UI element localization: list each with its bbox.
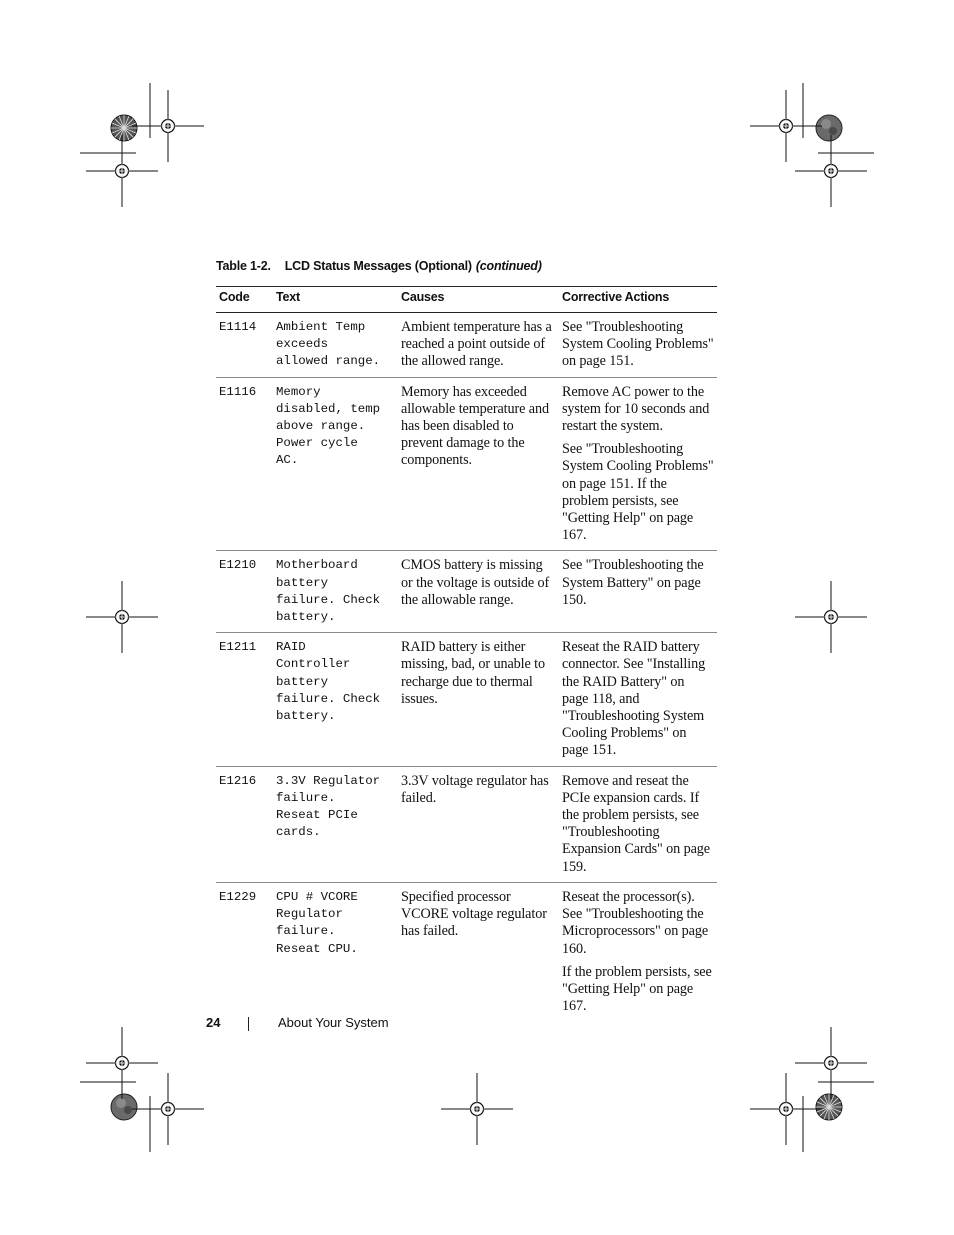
cause-cell: Ambient temperature has a reached a point outside of the allowed range. bbox=[398, 313, 559, 378]
message-text-cell: Ambient Temp exceeds allowed range. bbox=[273, 313, 398, 378]
code-cell: E1229 bbox=[219, 889, 257, 904]
table-row bbox=[216, 313, 717, 378]
message-text-cell: Memory disabled, temp above range. Power cycle AC. bbox=[273, 377, 398, 551]
footer-divider bbox=[248, 1017, 249, 1031]
page-number: 24 bbox=[206, 1015, 221, 1030]
code-cell: E1211 bbox=[216, 633, 273, 766]
action-cell bbox=[559, 551, 717, 633]
action-paragraph: Remove and reseat the PCIe expansion cards. If the problem persists, see "Troubleshooting Expansion Cards" on page 159. bbox=[562, 772, 710, 875]
header-causes: Causes bbox=[398, 287, 559, 313]
continued-label: (continued) bbox=[475, 259, 542, 273]
table-title: LCD Status Messages (Optional) bbox=[284, 259, 472, 273]
cause-cell: 3.3V voltage regulator has failed. bbox=[398, 766, 559, 882]
action-cell bbox=[559, 377, 717, 551]
action-paragraph: See "Troubleshooting System Cooling Problems" on page 151. bbox=[562, 319, 714, 370]
message-text-cell: CPU # VCORE Regulator failure. Reseat CPU. bbox=[276, 889, 358, 956]
code-cell: E1216 bbox=[216, 766, 273, 882]
table-row bbox=[216, 377, 717, 551]
action-cell bbox=[559, 633, 717, 766]
header-code: Code bbox=[216, 287, 273, 313]
action-paragraph: If the problem persists, see "Getting Help" on page 167. bbox=[562, 963, 712, 1015]
action-paragraph: Reseat the RAID battery connector. See "Installing the RAID Battery" on page 118, and "Troubleshooting System Cooling Problems" on page 151. bbox=[562, 639, 706, 759]
action-paragraph: See "Troubleshooting the System Battery" on page 150. bbox=[562, 557, 704, 608]
cause-cell: Memory has exceeded allowable temperature and has been disabled to prevent damage to the components. bbox=[398, 377, 559, 551]
cause-cell: RAID battery is either missing, bad, or unable to recharge due to thermal issues. bbox=[398, 633, 559, 766]
footer-section-title: About Your System bbox=[278, 1015, 389, 1030]
action-cell bbox=[559, 882, 717, 1021]
lcd-status-table bbox=[216, 286, 717, 1021]
action-paragraph: Remove AC power to the system for 10 seconds and restart the system. bbox=[562, 383, 710, 435]
table-row bbox=[216, 633, 717, 766]
code-cell: E1116 bbox=[216, 377, 273, 551]
table-row bbox=[216, 882, 717, 1021]
action-cell bbox=[559, 766, 717, 882]
action-cell bbox=[559, 313, 717, 378]
table-row bbox=[216, 551, 717, 633]
cause-cell: CMOS battery is missing or the voltage is outside of the allowable range. bbox=[398, 551, 559, 633]
code-cell: E1114 bbox=[216, 313, 273, 378]
table-caption bbox=[216, 259, 542, 273]
table-header-row bbox=[216, 287, 717, 313]
message-text-cell: Motherboard battery failure. Check battery. bbox=[273, 551, 398, 633]
action-paragraph: See "Troubleshooting System Cooling Problems" on page 151. If the problem persists, see "Getting Help" on page 167. bbox=[562, 441, 714, 544]
action-paragraph: Reseat the processor(s). See "Troubleshooting the Microprocessors" on page 160. bbox=[562, 888, 709, 957]
header-corrective-actions: Corrective Actions bbox=[559, 287, 717, 313]
table-row bbox=[216, 766, 717, 882]
header-text: Text bbox=[273, 287, 398, 313]
cause-cell: Specified processor VCORE voltage regulator has failed. bbox=[401, 888, 547, 940]
message-text-cell: RAID Controller battery failure. Check battery. bbox=[273, 633, 398, 766]
code-cell: E1210 bbox=[216, 551, 273, 633]
table-number: Table 1-2. bbox=[216, 259, 271, 273]
message-text-cell: 3.3V Regulator failure. Reseat PCIe cards. bbox=[273, 766, 398, 882]
